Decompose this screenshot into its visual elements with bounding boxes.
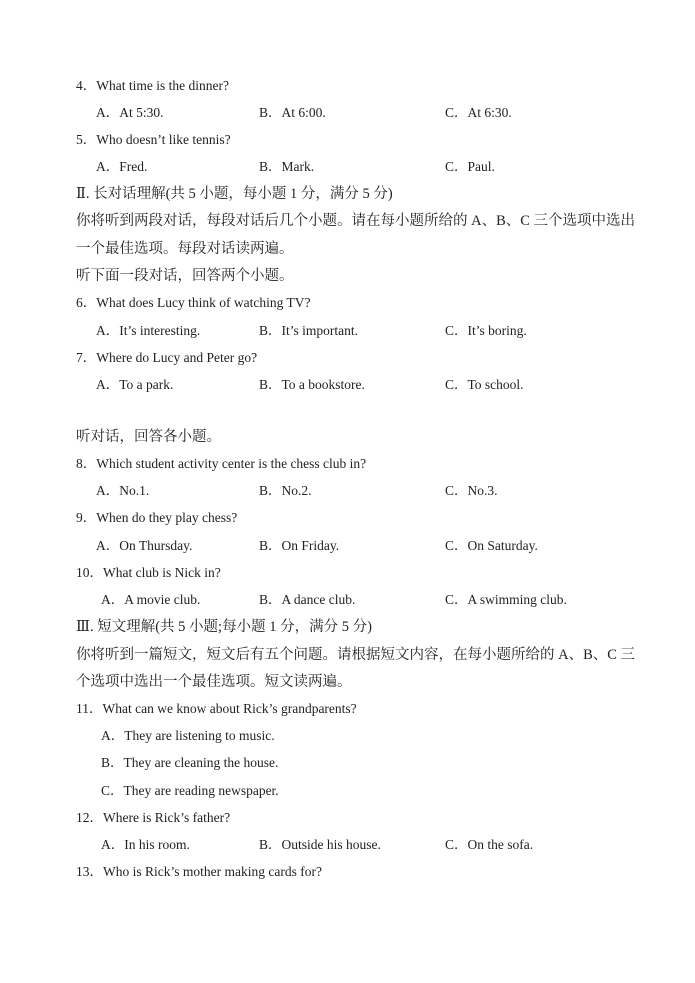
q9-option-b: B．On Friday. [259,538,340,553]
section-2-instruction-line-1: 你将听到两段对话，每段对话后几个小题。请在每小题所给的 A、B、C 三个选项中选出 [76,213,636,229]
question-12: 12．Where is Rick’s father? [76,810,231,825]
dialogue-2-heading: 听对话，回答各小题。 [76,429,221,445]
dialogue-1-heading: 听下面一段对话，回答两个小题。 [76,268,294,284]
q12-option-c: C．On the sofa. [445,837,534,852]
q5-option-c: C．Paul. [445,159,495,174]
q5-option-b: B．Mark. [259,159,315,174]
q8-option-c: C．No.3. [445,483,498,498]
question-11: 11．What can we know about Rick’s grandparents? [76,701,357,716]
q6-option-a: A．It’s interesting. [96,323,201,338]
section-3-title: Ⅲ. 短文理解(共 5 小题;每小题 1 分，满分 5 分) [76,619,372,635]
question-8: 8．Which student activity center is the chess club in? [76,456,367,471]
q5-option-a: A．Fred. [96,159,148,174]
q6-option-b: B．It’s important. [259,323,358,338]
section-2-title: Ⅱ. 长对话理解(共 5 小题，每小题 1 分，满分 5 分) [76,186,393,202]
q11-option-b: B．They are cleaning the house. [101,755,279,770]
q7-option-c: C．To school. [445,377,524,392]
section-3-instruction-line-1: 你将听到一篇短文，短文后有五个问题。请根据短文内容，在每小题所给的 A、B、C 三 [76,647,636,663]
question-10: 10．What club is Nick in? [76,565,221,580]
q10-option-a: A．A movie club. [101,592,201,607]
question-7: 7．Where do Lucy and Peter go? [76,350,258,365]
q8-option-a: A．No.1. [96,483,150,498]
q8-option-b: B．No.2. [259,483,312,498]
q12-option-b: B．Outside his house. [259,837,381,852]
q4-option-a: A．At 5:30. [96,105,164,120]
question-5: 5．Who doesn’t like tennis? [76,132,231,147]
question-6: 6．What does Lucy think of watching TV? [76,295,311,310]
q9-option-a: A．On Thursday. [96,538,193,553]
question-9: 9．When do they play chess? [76,510,238,525]
q10-option-b: B．A dance club. [259,592,356,607]
q9-option-c: C．On Saturday. [445,538,538,553]
section-3-instruction-line-2: 个选项中选出一个最佳选项。短文读两遍。 [76,674,352,690]
q12-option-a: A．In his room. [101,837,190,852]
question-4: 4．What time is the dinner? [76,78,229,93]
question-13: 13．Who is Rick’s mother making cards for? [76,864,322,879]
q11-option-a: A．They are listening to music. [101,728,275,743]
q10-option-c: C．A swimming club. [445,592,567,607]
q6-option-c: C．It’s boring. [445,323,527,338]
q7-option-a: A．To a park. [96,377,174,392]
q4-option-b: B．At 6:00. [259,105,326,120]
q4-option-c: C．At 6:30. [445,105,512,120]
section-2-instruction-line-2: 一个最佳选项。每段对话读两遍。 [76,241,294,257]
q11-option-c: C．They are reading newspaper. [101,783,279,798]
q7-option-b: B．To a bookstore. [259,377,365,392]
